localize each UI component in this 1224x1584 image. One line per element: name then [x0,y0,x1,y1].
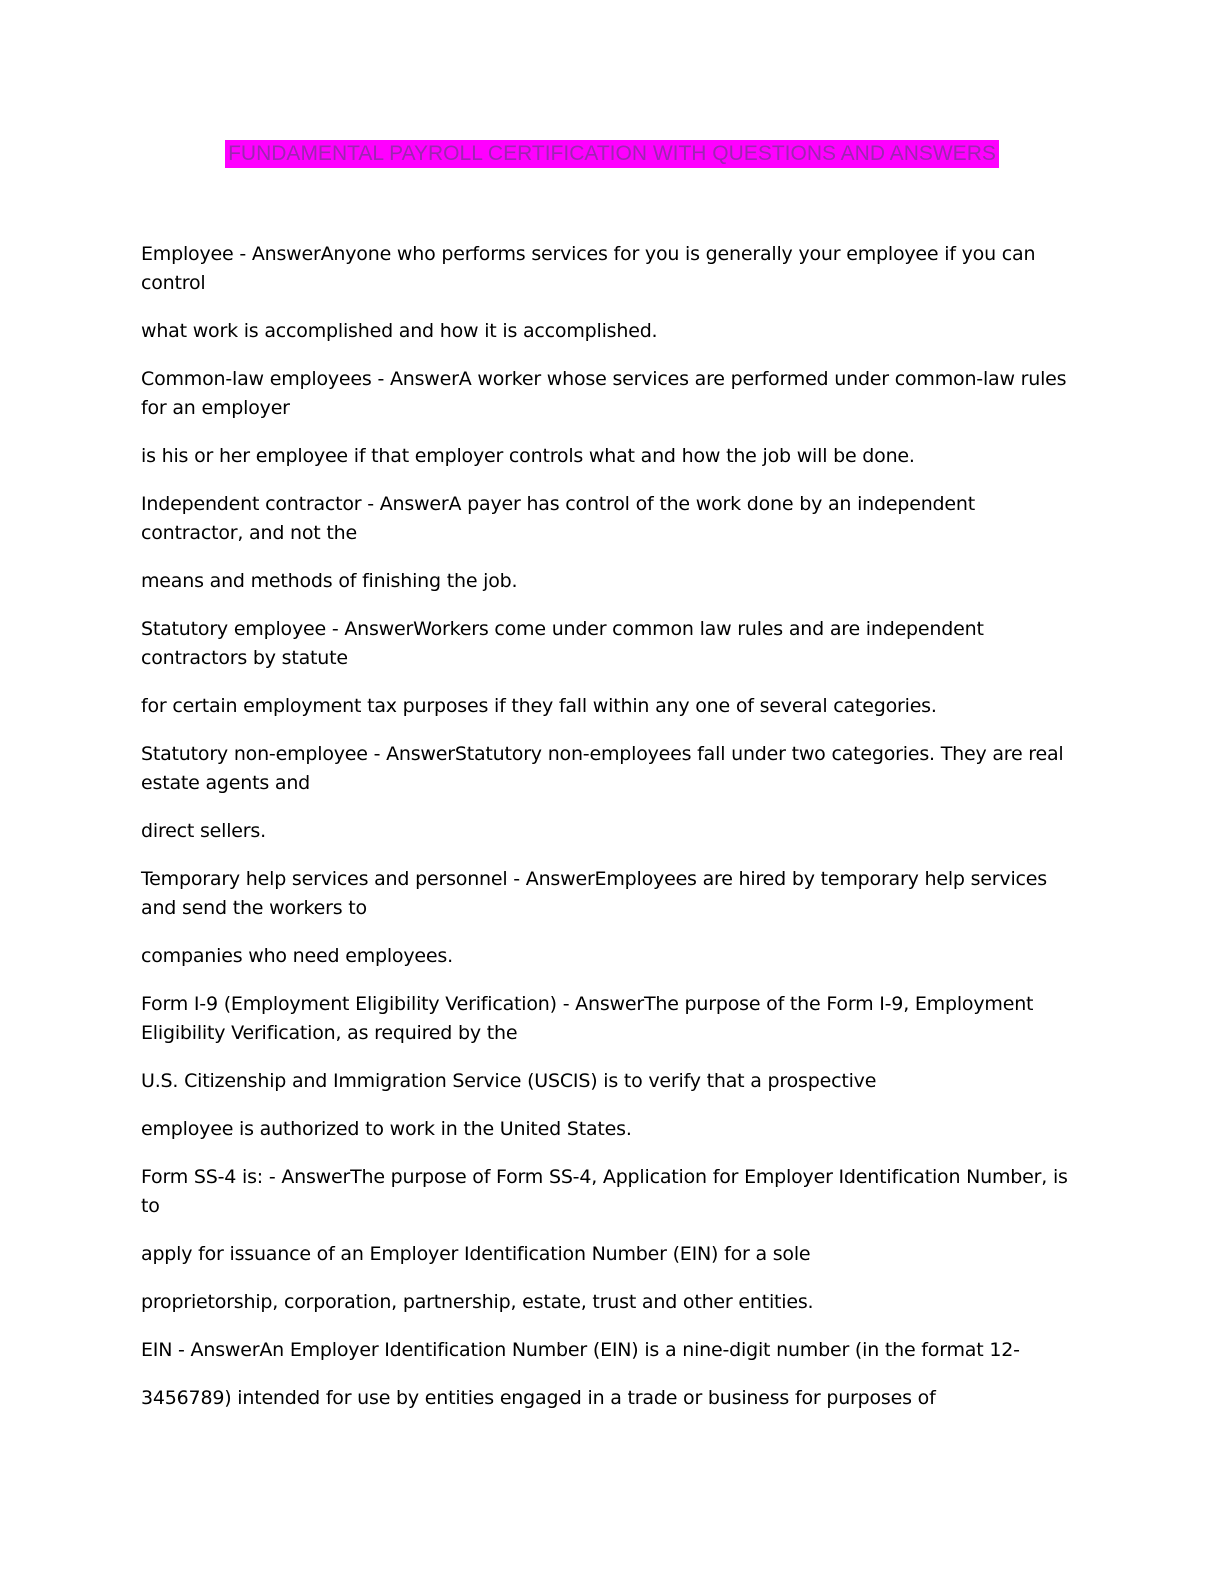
paragraph-20: 3456789) intended for use by entities engaged in a trade or business for purposes of [141,1387,936,1409]
paragraph-2: what work is accomplished and how it is accomplished. [141,320,658,342]
paragraph-12: companies who need employees. [141,945,453,967]
paragraph-10: direct sellers. [141,820,266,842]
title-wrap [0,140,1224,168]
paragraph-5: Independent contractor - AnswerA payer has control of the work done by an independent contractor, and not the [141,493,976,544]
paragraph-4: is his or her employee if that employer controls what and how the job will be done. [141,445,915,467]
paragraph-17: apply for issuance of an Employer Identification Number (EIN) for a sole [141,1243,811,1265]
paragraph-15: employee is authorized to work in the United States. [141,1118,632,1140]
paragraph-1: Employee - AnswerAnyone who performs services for you is generally your employee if you can control [141,243,1036,294]
paragraph-7: Statutory employee - AnswerWorkers come under common law rules and are independent contractors by statute [141,618,984,669]
paragraph-3: Common-law employees - AnswerA worker whose services are performed under common-law rules for an employer [141,368,1067,419]
paragraph-13: Form I-9 (Employment Eligibility Verification) - AnswerThe purpose of the Form I-9, Employment Eligibility Verification, as required by the [141,993,1034,1044]
document-title: FUNDAMENTAL PAYROLL CERTIFICATION WITH QUESTIONS AND ANSWERS [225,140,999,168]
document-body [141,240,1076,1432]
paragraph-8: for certain employment tax purposes if they fall within any one of several categories. [141,695,937,717]
paragraph-6: means and methods of finishing the job. [141,570,518,592]
paragraph-19: EIN - AnswerAn Employer Identification Number (EIN) is a nine-digit number (in the format 12- [141,1339,1020,1361]
paragraph-18: proprietorship, corporation, partnership, estate, trust and other entities. [141,1291,814,1313]
paragraph-9: Statutory non-employee - AnswerStatutory non-employees fall under two categories. They are real estate agents and [141,743,1064,794]
paragraph-14: U.S. Citizenship and Immigration Service (USCIS) is to verify that a prospective [141,1070,877,1092]
paragraph-11: Temporary help services and personnel - AnswerEmployees are hired by temporary help services and send the workers to [141,868,1047,919]
paragraph-16: Form SS-4 is: - AnswerThe purpose of Form SS-4, Application for Employer Identification Number, is to [141,1166,1068,1217]
